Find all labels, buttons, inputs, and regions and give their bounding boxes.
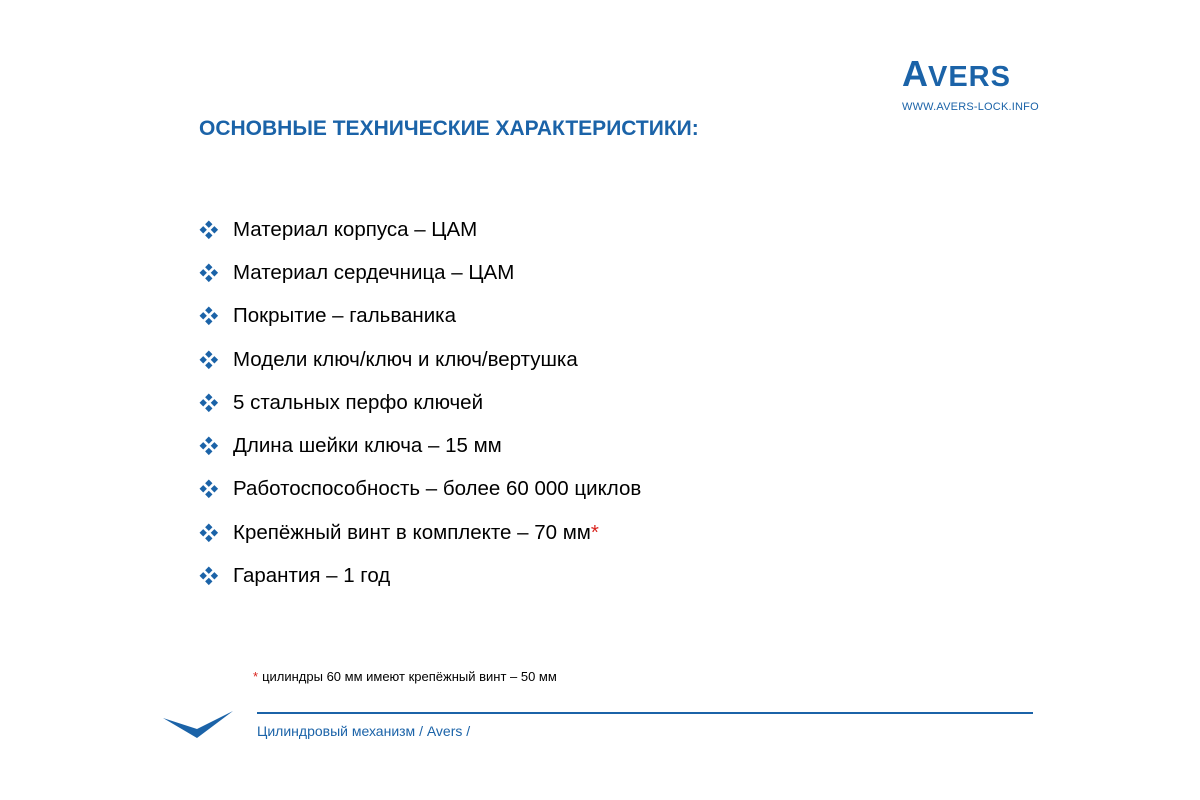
diamond-cluster-icon [199, 479, 219, 499]
logo-rest: VERS [928, 61, 1011, 93]
diamond-cluster-icon [199, 263, 219, 283]
spec-item-text: Крепёжный винт в комплекте – 70 мм [233, 520, 591, 544]
diamond-cluster-icon [199, 306, 219, 326]
spec-item [199, 511, 641, 554]
footer-divider [257, 712, 1033, 714]
footer-caption: Цилиндровый механизм / Avers / [257, 723, 471, 739]
spec-item [199, 381, 641, 424]
spec-item [199, 338, 641, 381]
footnote-text: цилиндры 60 мм имеют крепёжный винт – 50 мм [262, 669, 557, 684]
footnote [253, 669, 557, 684]
page-title: ОСНОВНЫЕ ТЕХНИЧЕСКИЕ ХАРАКТЕРИСТИКИ: [199, 117, 699, 140]
diamond-cluster-icon [199, 220, 219, 240]
diamond-cluster-icon [199, 393, 219, 413]
diamond-cluster-icon [199, 350, 219, 370]
website-url: WWW.AVERS-LOCK.INFO [902, 101, 1039, 113]
spec-list [199, 208, 641, 598]
spec-item [199, 468, 641, 511]
spec-item-text: Модели ключ/ключ и ключ/вертушка [233, 347, 578, 371]
spec-item-text: Гарантия – 1 год [233, 564, 391, 588]
spec-item [199, 424, 641, 467]
logo-initial: A [902, 53, 928, 94]
diamond-cluster-icon [199, 566, 219, 586]
spec-item-text: Материал сердечница – ЦАМ [233, 260, 515, 284]
spec-item-text: Работоспособность – более 60 000 циклов [233, 477, 642, 501]
spec-item-text: Материал корпуса – ЦАМ [233, 217, 478, 241]
footnote-asterisk: * [253, 669, 259, 684]
spec-item [199, 208, 641, 251]
spec-item [199, 554, 641, 597]
diamond-cluster-icon [199, 523, 219, 543]
diamond-cluster-icon [199, 436, 219, 456]
spec-item-asterisk: * [590, 520, 599, 544]
spec-item-text: 5 стальных перфо ключей [233, 390, 484, 414]
spec-item-text: Покрытие – гальваника [233, 304, 456, 328]
avers-logo [902, 53, 1034, 94]
chevron-mark-icon [163, 709, 233, 741]
spec-item [199, 295, 641, 338]
spec-item [199, 251, 641, 294]
spec-item-text: Длина шейки ключа – 15 мм [233, 434, 502, 458]
